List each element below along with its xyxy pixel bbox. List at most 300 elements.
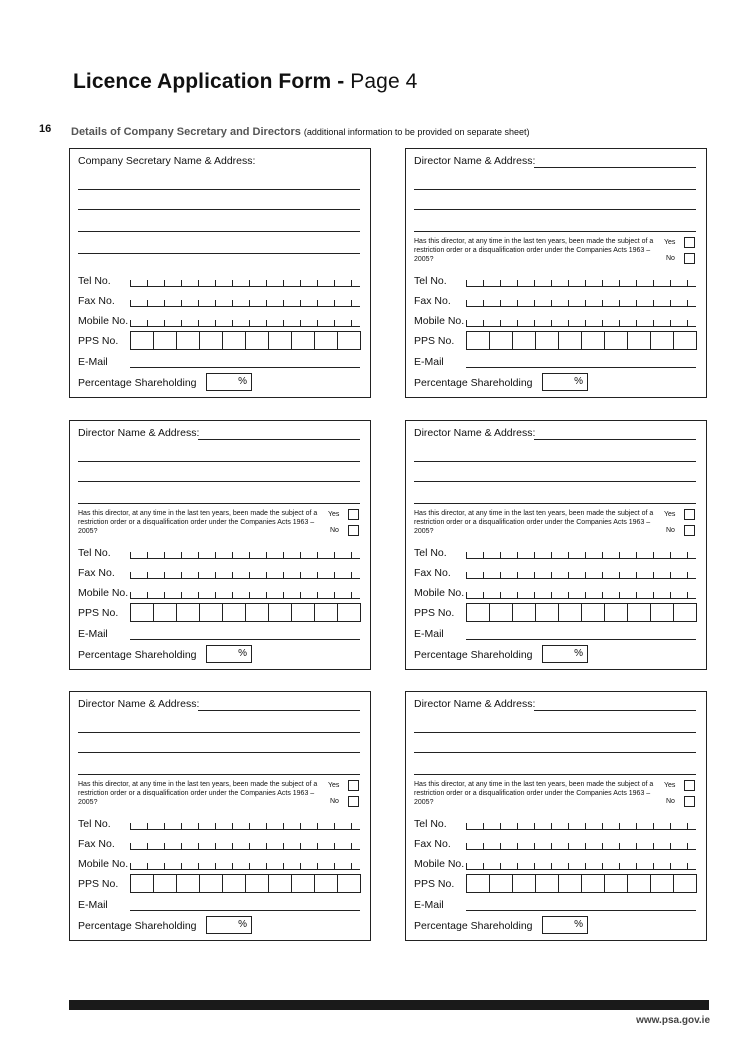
pps-digit-box[interactable] <box>581 874 605 893</box>
mobile-label: Mobile No. <box>78 858 129 870</box>
address-line-1[interactable] <box>414 461 696 462</box>
name-line[interactable] <box>534 439 696 440</box>
field-tick <box>232 823 233 829</box>
field-tick <box>687 300 688 306</box>
field-tick <box>636 863 637 869</box>
field-tick <box>317 300 318 306</box>
shareholding-field[interactable]: % <box>206 916 252 934</box>
field-tick <box>585 863 586 869</box>
pps-digit-box[interactable] <box>512 874 536 893</box>
email-field[interactable] <box>130 910 360 911</box>
field-tick <box>249 863 250 869</box>
field-tick <box>351 592 352 598</box>
pps-field[interactable] <box>130 874 361 893</box>
pps-digit-box[interactable] <box>268 331 292 350</box>
field-tick <box>300 592 301 598</box>
field-tick <box>198 592 199 598</box>
field-tick <box>517 552 518 558</box>
field-tick <box>249 320 250 326</box>
pps-label: PPS No. <box>414 607 455 619</box>
field-tick <box>585 592 586 598</box>
page-title-main: Licence Application Form <box>73 70 332 93</box>
shareholding-label: Percentage Shareholding <box>414 377 533 389</box>
no-checkbox[interactable] <box>684 796 695 807</box>
field-tick <box>653 280 654 286</box>
field-tick <box>483 863 484 869</box>
field-tick <box>334 280 335 286</box>
email-field[interactable] <box>466 367 696 368</box>
field-tick <box>351 300 352 306</box>
address-line-2[interactable] <box>414 209 696 210</box>
field-tick <box>266 823 267 829</box>
field-tick <box>517 280 518 286</box>
field-tick <box>351 572 352 578</box>
pps-label: PPS No. <box>414 878 455 890</box>
field-tick <box>300 552 301 558</box>
field-tick <box>636 280 637 286</box>
pps-digit-box[interactable] <box>337 874 361 893</box>
shareholding-label: Percentage Shareholding <box>78 649 197 661</box>
field-tick <box>130 592 131 598</box>
pps-digit-box[interactable] <box>673 603 697 622</box>
field-tick <box>283 280 284 286</box>
pps-digit-box[interactable] <box>535 874 559 893</box>
field-tick <box>181 280 182 286</box>
yes-label: Yes <box>328 782 340 789</box>
no-label: No <box>330 527 339 534</box>
field-tick <box>653 320 654 326</box>
field-tick <box>283 843 284 849</box>
field-tick <box>687 572 688 578</box>
pps-digit-box[interactable] <box>176 874 200 893</box>
pps-digit-box[interactable] <box>650 331 674 350</box>
restriction-question: Has this director, at any time in the last ten years, been made the subject of a restriction order or a disqualification order under the Companies Acts 1963 – 2005? <box>78 781 318 806</box>
shareholding-label: Percentage Shareholding <box>78 377 197 389</box>
field-tick <box>164 863 165 869</box>
field-tick <box>215 552 216 558</box>
field-tick <box>653 552 654 558</box>
pps-digit-box[interactable] <box>650 874 674 893</box>
pps-digit-box[interactable] <box>291 331 315 350</box>
tel-label: Tel No. <box>414 275 447 287</box>
director-panel <box>69 691 371 941</box>
pps-digit-box[interactable] <box>268 874 292 893</box>
shareholding-field[interactable]: % <box>542 645 588 663</box>
pps-digit-box[interactable] <box>604 874 628 893</box>
address-line-2[interactable] <box>414 481 696 482</box>
pps-digit-box[interactable] <box>604 603 628 622</box>
pps-digit-box[interactable] <box>314 331 338 350</box>
field-tick <box>198 572 199 578</box>
pps-digit-box[interactable] <box>245 874 269 893</box>
fax-label: Fax No. <box>414 567 451 579</box>
field-tick <box>500 280 501 286</box>
pps-digit-box[interactable] <box>153 874 177 893</box>
mobile-field[interactable] <box>130 317 360 327</box>
address-line-2[interactable] <box>78 481 360 482</box>
address-line-2[interactable] <box>414 752 696 753</box>
address-line-1[interactable] <box>414 189 696 190</box>
no-checkbox[interactable] <box>684 253 695 264</box>
field-tick <box>215 823 216 829</box>
shareholding-field[interactable]: % <box>542 916 588 934</box>
field-tick <box>551 823 552 829</box>
field-tick <box>181 592 182 598</box>
pps-digit-box[interactable] <box>291 874 315 893</box>
field-tick <box>164 823 165 829</box>
field-tick <box>534 300 535 306</box>
shareholding-field[interactable]: % <box>542 373 588 391</box>
director-panel <box>405 691 707 941</box>
email-field[interactable] <box>130 639 360 640</box>
pps-digit-box[interactable] <box>627 603 651 622</box>
pps-digit-box[interactable] <box>581 331 605 350</box>
pps-digit-box[interactable] <box>176 331 200 350</box>
no-checkbox[interactable] <box>684 525 695 536</box>
field-tick <box>130 843 131 849</box>
pps-field[interactable] <box>466 331 697 350</box>
field-tick <box>232 863 233 869</box>
footer-url: www.psa.gov.ie <box>636 1015 710 1026</box>
field-tick <box>300 843 301 849</box>
field-tick <box>551 300 552 306</box>
field-tick <box>653 300 654 306</box>
pps-digit-box[interactable] <box>604 331 628 350</box>
address-line-1[interactable] <box>78 732 360 733</box>
pps-digit-box[interactable] <box>627 874 651 893</box>
fax-label: Fax No. <box>78 838 115 850</box>
address-line-1[interactable] <box>78 461 360 462</box>
pps-digit-box[interactable] <box>199 603 223 622</box>
pps-digit-box[interactable] <box>222 874 246 893</box>
field-tick <box>551 592 552 598</box>
pps-digit-box[interactable] <box>222 331 246 350</box>
no-checkbox[interactable] <box>348 796 359 807</box>
field-tick <box>551 280 552 286</box>
field-tick <box>653 592 654 598</box>
field-tick <box>164 572 165 578</box>
pps-field[interactable] <box>466 603 697 622</box>
mobile-field[interactable] <box>130 860 360 870</box>
pps-digit-box[interactable] <box>130 331 154 350</box>
pps-digit-box[interactable] <box>466 603 490 622</box>
field-tick <box>585 300 586 306</box>
pps-digit-box[interactable] <box>337 603 361 622</box>
shareholding-label: Percentage Shareholding <box>414 920 533 932</box>
pps-digit-box[interactable] <box>673 874 697 893</box>
field-tick <box>568 843 569 849</box>
field-tick <box>636 320 637 326</box>
field-tick <box>266 300 267 306</box>
field-tick <box>551 552 552 558</box>
fax-field[interactable] <box>130 569 360 579</box>
pps-digit-box[interactable] <box>558 603 582 622</box>
field-tick <box>147 552 148 558</box>
field-tick <box>534 572 535 578</box>
field-tick <box>198 863 199 869</box>
field-tick <box>181 572 182 578</box>
pps-digit-box[interactable] <box>558 874 582 893</box>
field-tick <box>317 863 318 869</box>
field-tick <box>653 572 654 578</box>
field-tick <box>534 552 535 558</box>
field-tick <box>317 552 318 558</box>
section-number: 16 <box>39 123 52 135</box>
field-tick <box>585 843 586 849</box>
pps-digit-box[interactable] <box>245 603 269 622</box>
pps-digit-box[interactable] <box>466 874 490 893</box>
pps-digit-box[interactable] <box>268 603 292 622</box>
name-address-label: Director Name & Address: <box>414 698 536 710</box>
mobile-field[interactable] <box>466 860 696 870</box>
pps-field[interactable] <box>466 874 697 893</box>
pps-digit-box[interactable] <box>176 603 200 622</box>
pps-field[interactable] <box>130 603 361 622</box>
mobile-label: Mobile No. <box>414 858 465 870</box>
pps-digit-box[interactable] <box>535 331 559 350</box>
shareholding-field[interactable]: % <box>206 373 252 391</box>
field-tick <box>687 823 688 829</box>
address-line-3[interactable] <box>78 774 360 775</box>
field-tick <box>181 552 182 558</box>
field-tick <box>500 300 501 306</box>
field-tick <box>670 592 671 598</box>
name-line[interactable] <box>198 439 360 440</box>
fax-field[interactable] <box>466 297 696 307</box>
field-tick <box>500 863 501 869</box>
pps-digit-box[interactable] <box>314 603 338 622</box>
address-line-1[interactable] <box>414 732 696 733</box>
fax-field[interactable] <box>466 569 696 579</box>
tel-label: Tel No. <box>78 818 111 830</box>
address-line-4[interactable] <box>78 253 360 254</box>
yes-checkbox[interactable] <box>684 780 695 791</box>
field-tick <box>483 823 484 829</box>
field-tick <box>198 843 199 849</box>
tel-field[interactable] <box>466 277 696 287</box>
name-line[interactable] <box>534 710 696 711</box>
pps-digit-box[interactable] <box>130 874 154 893</box>
field-tick <box>198 320 199 326</box>
no-label: No <box>666 527 675 534</box>
restriction-question: Has this director, at any time in the last ten years, been made the subject of a restriction order or a disqualification order under the Companies Acts 1963 – 2005? <box>414 238 654 263</box>
pps-digit-box[interactable] <box>337 331 361 350</box>
tel-field[interactable] <box>466 820 696 830</box>
footer-bar <box>69 1000 709 1010</box>
field-tick <box>602 823 603 829</box>
field-tick <box>317 843 318 849</box>
field-tick <box>249 300 250 306</box>
name-address-label: Director Name & Address: <box>414 427 536 439</box>
field-tick <box>164 280 165 286</box>
fax-label: Fax No. <box>414 838 451 850</box>
fax-field[interactable] <box>466 840 696 850</box>
field-tick <box>466 843 467 849</box>
field-tick <box>670 863 671 869</box>
address-line-3[interactable] <box>414 503 696 504</box>
name-line[interactable] <box>534 167 696 168</box>
director-panel <box>405 148 707 398</box>
field-tick <box>147 863 148 869</box>
pps-digit-box[interactable] <box>314 874 338 893</box>
field-tick <box>283 552 284 558</box>
field-tick <box>568 823 569 829</box>
pps-field[interactable] <box>130 331 361 350</box>
field-tick <box>181 823 182 829</box>
field-tick <box>181 863 182 869</box>
field-tick <box>266 552 267 558</box>
field-tick <box>568 320 569 326</box>
no-checkbox[interactable] <box>348 525 359 536</box>
field-tick <box>636 300 637 306</box>
field-tick <box>147 592 148 598</box>
pps-digit-box[interactable] <box>512 603 536 622</box>
tel-field[interactable] <box>130 820 360 830</box>
field-tick <box>334 823 335 829</box>
address-line-2[interactable] <box>78 209 360 210</box>
pps-digit-box[interactable] <box>291 603 315 622</box>
field-tick <box>517 320 518 326</box>
field-tick <box>351 552 352 558</box>
tel-field[interactable] <box>466 549 696 559</box>
field-tick <box>568 552 569 558</box>
pps-digit-box[interactable] <box>512 331 536 350</box>
pps-digit-box[interactable] <box>558 331 582 350</box>
field-tick <box>687 592 688 598</box>
pps-digit-box[interactable] <box>673 331 697 350</box>
fax-label: Fax No. <box>414 295 451 307</box>
no-label: No <box>666 798 675 805</box>
field-tick <box>334 300 335 306</box>
fax-label: Fax No. <box>78 295 115 307</box>
pps-digit-box[interactable] <box>627 331 651 350</box>
field-tick <box>602 552 603 558</box>
field-tick <box>164 300 165 306</box>
pps-digit-box[interactable] <box>199 331 223 350</box>
address-line-1[interactable] <box>78 189 360 190</box>
field-tick <box>568 300 569 306</box>
name-address-label: Director Name & Address: <box>78 698 200 710</box>
pps-digit-box[interactable] <box>466 331 490 350</box>
page-title <box>73 70 417 94</box>
tel-label: Tel No. <box>78 547 111 559</box>
pps-digit-box[interactable] <box>153 331 177 350</box>
section-title-text: Details of Company Secretary and Directors <box>71 126 301 138</box>
mobile-label: Mobile No. <box>414 315 465 327</box>
field-tick <box>198 823 199 829</box>
field-tick <box>215 320 216 326</box>
field-tick <box>619 572 620 578</box>
pps-digit-box[interactable] <box>199 874 223 893</box>
yes-checkbox[interactable] <box>684 509 695 520</box>
field-tick <box>500 552 501 558</box>
field-tick <box>687 320 688 326</box>
email-field[interactable] <box>466 910 696 911</box>
field-tick <box>551 572 552 578</box>
pps-digit-box[interactable] <box>130 603 154 622</box>
pps-digit-box[interactable] <box>581 603 605 622</box>
field-tick <box>636 823 637 829</box>
field-tick <box>215 572 216 578</box>
field-tick <box>232 280 233 286</box>
fax-field[interactable] <box>130 297 360 307</box>
mobile-field[interactable] <box>466 589 696 599</box>
pps-digit-box[interactable] <box>489 603 513 622</box>
field-tick <box>249 572 250 578</box>
email-label: E-Mail <box>414 356 444 368</box>
field-tick <box>266 572 267 578</box>
field-tick <box>500 572 501 578</box>
name-line[interactable] <box>198 710 360 711</box>
fax-label: Fax No. <box>78 567 115 579</box>
fax-field[interactable] <box>130 840 360 850</box>
pps-digit-box[interactable] <box>222 603 246 622</box>
address-line-3[interactable] <box>414 231 696 232</box>
yes-checkbox[interactable] <box>348 509 359 520</box>
field-tick <box>619 280 620 286</box>
field-tick <box>266 863 267 869</box>
mobile-field[interactable] <box>130 589 360 599</box>
field-tick <box>232 572 233 578</box>
field-tick <box>619 863 620 869</box>
field-tick <box>483 843 484 849</box>
mobile-field[interactable] <box>466 317 696 327</box>
field-tick <box>232 592 233 598</box>
field-tick <box>232 320 233 326</box>
pps-label: PPS No. <box>414 335 455 347</box>
pps-digit-box[interactable] <box>489 331 513 350</box>
yes-checkbox[interactable] <box>348 780 359 791</box>
pps-digit-box[interactable] <box>535 603 559 622</box>
field-tick <box>466 823 467 829</box>
field-tick <box>215 863 216 869</box>
field-tick <box>466 572 467 578</box>
pps-digit-box[interactable] <box>489 874 513 893</box>
address-line-3[interactable] <box>414 774 696 775</box>
field-tick <box>334 320 335 326</box>
pps-label: PPS No. <box>78 607 119 619</box>
field-tick <box>517 823 518 829</box>
field-tick <box>568 592 569 598</box>
address-line-3[interactable] <box>78 503 360 504</box>
email-label: E-Mail <box>78 356 108 368</box>
address-line-3[interactable] <box>78 231 360 232</box>
field-tick <box>300 280 301 286</box>
email-label: E-Mail <box>414 899 444 911</box>
field-tick <box>636 572 637 578</box>
email-field[interactable] <box>466 639 696 640</box>
field-tick <box>517 572 518 578</box>
email-field[interactable] <box>130 367 360 368</box>
field-tick <box>198 300 199 306</box>
pps-digit-box[interactable] <box>245 331 269 350</box>
field-tick <box>249 280 250 286</box>
tel-field[interactable] <box>130 277 360 287</box>
field-tick <box>602 300 603 306</box>
field-tick <box>300 320 301 326</box>
tel-label: Tel No. <box>78 275 111 287</box>
field-tick <box>283 320 284 326</box>
field-tick <box>130 552 131 558</box>
pps-digit-box[interactable] <box>153 603 177 622</box>
director-panel <box>405 420 707 670</box>
yes-checkbox[interactable] <box>684 237 695 248</box>
address-line-2[interactable] <box>78 752 360 753</box>
shareholding-field[interactable]: % <box>206 645 252 663</box>
field-tick <box>334 552 335 558</box>
tel-field[interactable] <box>130 549 360 559</box>
pps-digit-box[interactable] <box>650 603 674 622</box>
